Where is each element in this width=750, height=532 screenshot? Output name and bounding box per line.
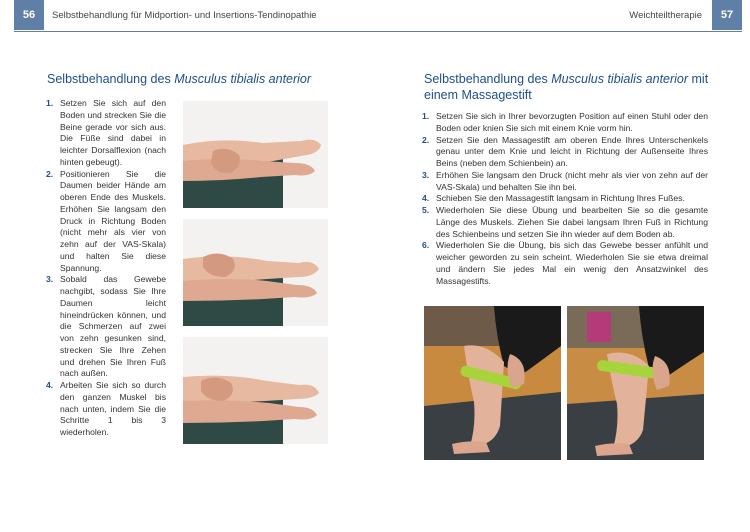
photo-step-1	[183, 101, 328, 208]
step-number: 3.	[46, 274, 54, 285]
section-title-right	[424, 71, 724, 103]
list-item	[46, 380, 166, 439]
step-text: Positionieren Sie die Daumen beider Hände am oberen Ende des Muskels. Erhöhen Sie langsam den Druck in Richtung Boden (nicht mehr als vier von zehn auf der VAS-Skala) und halten Sie diese Spannung.	[60, 168, 166, 273]
running-head-right: Weichteiltherapie	[629, 10, 702, 21]
photo-step-2	[183, 219, 328, 326]
list-item	[46, 98, 166, 169]
list-item	[422, 240, 708, 287]
running-head-left: Selbstbehandlung für Midportion- und Insertions-Tendinopathie	[52, 10, 317, 21]
section-title-left-prefix: Selbstbehandlung des	[47, 72, 175, 86]
step-number: 3.	[422, 169, 430, 180]
section-title-left-italic: Musculus tibialis anterior	[174, 72, 312, 86]
step-text: Arbeiten Sie sich so durch den ganzen Muskel bis nach unten, indem Sie die Schritte 1 bis 3 wiederholen.	[60, 380, 166, 437]
section-title-right-suffix: mit einem Massagestift	[424, 72, 709, 102]
page-number-right: 57	[712, 0, 742, 30]
instruction-list-right	[422, 111, 708, 287]
step-text: Setzen Sie sich auf den Boden und strecken Sie die Beine gerade vor sich aus. Die Füße sind dabei in leichter Dorsalflexion (nach hinten gebeugt).	[60, 98, 166, 167]
step-number: 2.	[46, 168, 54, 179]
step-number: 4.	[46, 380, 54, 390]
step-number: 2.	[422, 134, 430, 145]
list-item	[422, 111, 708, 135]
photo-massage-stick-1	[424, 306, 561, 460]
step-text: Setzen Sie sich in Ihrer bevorzugten Position auf einen Stuhl oder den Boden oder knien Sie sich mit einem Knie vorm hin.	[436, 111, 708, 133]
photo-massage-stick-2	[567, 306, 704, 460]
list-item	[422, 205, 708, 240]
list-item	[422, 170, 708, 194]
page-number-left: 56	[14, 0, 44, 30]
list-item	[46, 169, 166, 275]
section-title-right-prefix: Selbstbehandlung des	[424, 72, 552, 86]
list-item	[422, 193, 708, 205]
step-number: 1.	[422, 111, 430, 121]
section-title-right-italic: Musculus tibialis anterior	[551, 72, 689, 86]
section-title-left	[47, 71, 347, 87]
step-text: Wiederholen Sie diese Übung und bearbeiten Sie so die gesamte Länge des Muskels. Ziehen Sie dabei langsam Ihren Fuß in Richtung des Schienbeins und setzen Sie ihn wieder auf dem Boden ab.	[436, 205, 708, 239]
step-text: Erhöhen Sie langsam den Druck (nicht mehr als vier von zehn auf der VAS-Skala) und behalten Sie ihn bei.	[436, 169, 708, 192]
photo-step-3	[183, 337, 328, 444]
step-number: 1.	[46, 98, 54, 108]
step-text: Sobald das Gewebe nachgibt, sodass Sie Ihre Daumen leicht hineindrücken können, und die Schmerzen auf zwei von zehn gesunken sind, strecken Sie Ihre Zehen und drehen Sie Ihren Fuß nach außen.	[60, 274, 166, 379]
step-text: Setzen Sie den Massagestift am oberen Ende Ihres Unterschenkels genau unter dem Knie und leicht in Richtung der Außenseite Ihres Beins (neben dem Schienbein) an.	[436, 134, 708, 168]
step-number: 4.	[422, 193, 430, 204]
step-text: Wiederholen Sie die Übung, bis sich das Gewebe besser anfühlt und weicher geworden zu sein scheint. Wiederholen Sie sie etwa dreimal und ändern Sie jedes Mal ein wenig den Ansatzwinkel des Massagestifts.	[436, 240, 708, 286]
list-item	[422, 135, 708, 170]
header-rule-left	[14, 31, 375, 32]
instruction-list-left	[46, 98, 166, 439]
header-rule-right	[375, 31, 742, 32]
step-number: 6.	[422, 240, 430, 251]
right-page	[375, 0, 750, 532]
step-number: 5.	[422, 205, 430, 215]
list-item	[46, 274, 166, 380]
step-text: Schieben Sie den Massagestift langsam in Richtung Ihres Fußes.	[436, 193, 685, 204]
